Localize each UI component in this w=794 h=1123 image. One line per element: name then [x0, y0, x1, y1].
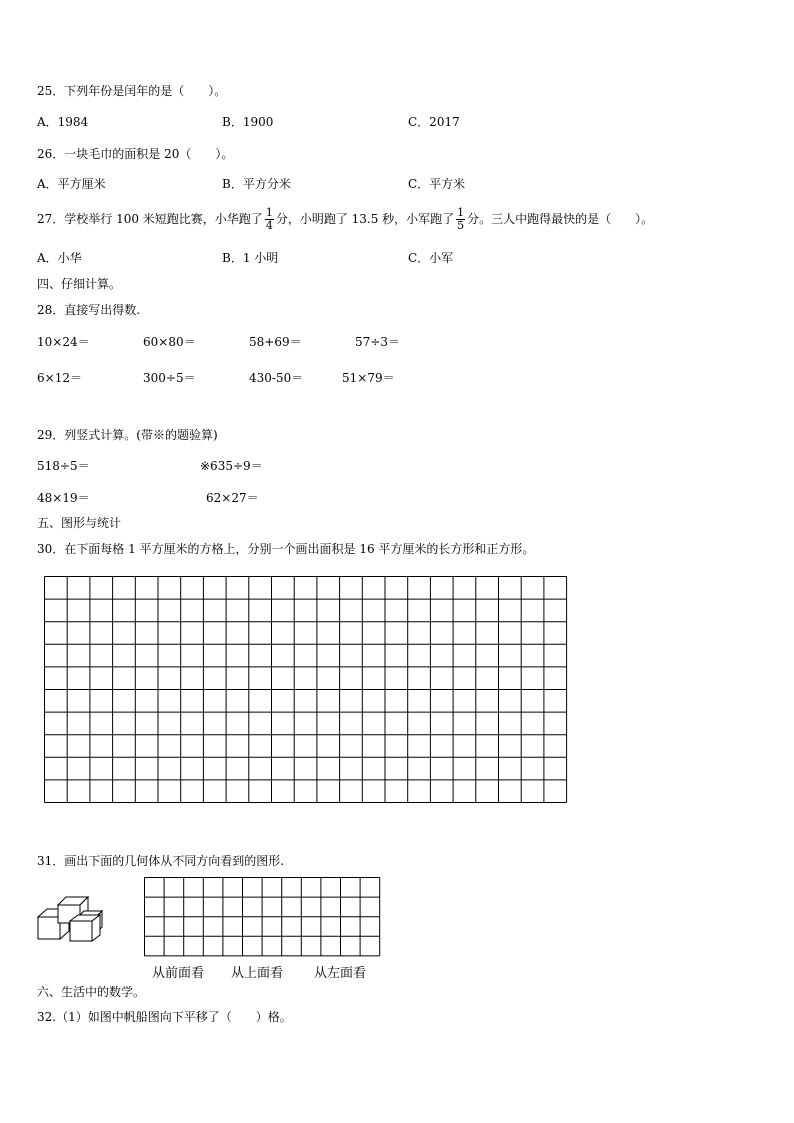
- question-32: 32.（1）如图中帆船图向下平移了（ ）格。: [37, 1010, 292, 1024]
- fraction-numerator: 1: [457, 206, 465, 219]
- calc-item: 300÷5＝: [143, 371, 196, 385]
- q27-text-part2: 分，小明跑了 13.5 秒，小军跑了: [275, 212, 455, 226]
- q27-text-part3: 分。三人中跑得最快的是（ ）。: [467, 212, 654, 226]
- section-6-heading: 六、生活中的数学。: [37, 985, 146, 999]
- question-25: 25．下列年份是闰年的是（ ）。: [37, 84, 227, 98]
- question-29: 29．列竖式计算。(带※的题验算): [37, 428, 218, 442]
- calc-item: 58+69＝: [249, 335, 302, 349]
- calc-item: 10×24＝: [37, 335, 90, 349]
- q27-text-part1: 27．学校举行 100 米短跑比赛，小华跑了: [37, 212, 263, 226]
- cube-solid-figure: [36, 895, 108, 943]
- q26-option-a[interactable]: A．平方厘米: [37, 177, 106, 191]
- section-5-heading: 五、图形与统计: [37, 516, 122, 530]
- calc-item: 6×12＝: [37, 371, 82, 385]
- fraction-denominator: 5: [457, 219, 465, 232]
- calc-item: 430-50＝: [249, 371, 304, 385]
- section-4-heading: 四、仔细计算。: [37, 277, 122, 291]
- fraction-numerator: 1: [265, 206, 273, 219]
- question-26: 26．一块毛巾的面积是 20（ ）。: [37, 147, 234, 161]
- calc-item: ※635÷9＝: [200, 459, 263, 473]
- q25-option-c[interactable]: C．2017: [408, 115, 460, 129]
- calc-item: 518÷5＝: [37, 459, 90, 473]
- fraction-one-fifth: [456, 207, 465, 232]
- q26-option-b[interactable]: B．平方分米: [222, 177, 291, 191]
- calc-item: 60×80＝: [143, 335, 196, 349]
- question-27: [37, 202, 653, 236]
- q27-option-b[interactable]: B．1 小明: [222, 251, 279, 265]
- calc-item: 51×79＝: [342, 371, 395, 385]
- fraction-denominator: 4: [265, 219, 273, 232]
- caption-top-view: 从上面看: [231, 966, 284, 981]
- question-30: 30．在下面每格 1 平方厘米的方格上，分别一个画出面积是 16 平方厘米的长方形和正方形。: [37, 542, 535, 556]
- calc-item: 48×19＝: [37, 491, 90, 505]
- q27-option-a[interactable]: A．小华: [37, 251, 82, 265]
- view-drawing-grid[interactable]: [144, 877, 382, 957]
- q26-option-c[interactable]: C．平方米: [408, 177, 466, 191]
- q25-option-b[interactable]: B．1900: [222, 115, 274, 129]
- question-31: 31．画出下面的几何体从不同方向看到的图形.: [37, 854, 285, 868]
- calc-item: 62×27＝: [206, 491, 259, 505]
- caption-front-view: 从前面看: [152, 966, 205, 981]
- question-28: 28．直接写出得数.: [37, 303, 141, 317]
- q27-option-c[interactable]: C．小军: [408, 251, 454, 265]
- fraction-one-quarter: [265, 207, 274, 232]
- calc-item: 57÷3＝: [355, 335, 400, 349]
- q25-option-a[interactable]: A．1984: [37, 115, 89, 129]
- square-grid-large[interactable]: [44, 576, 568, 804]
- caption-left-view: 从左面看: [314, 966, 367, 981]
